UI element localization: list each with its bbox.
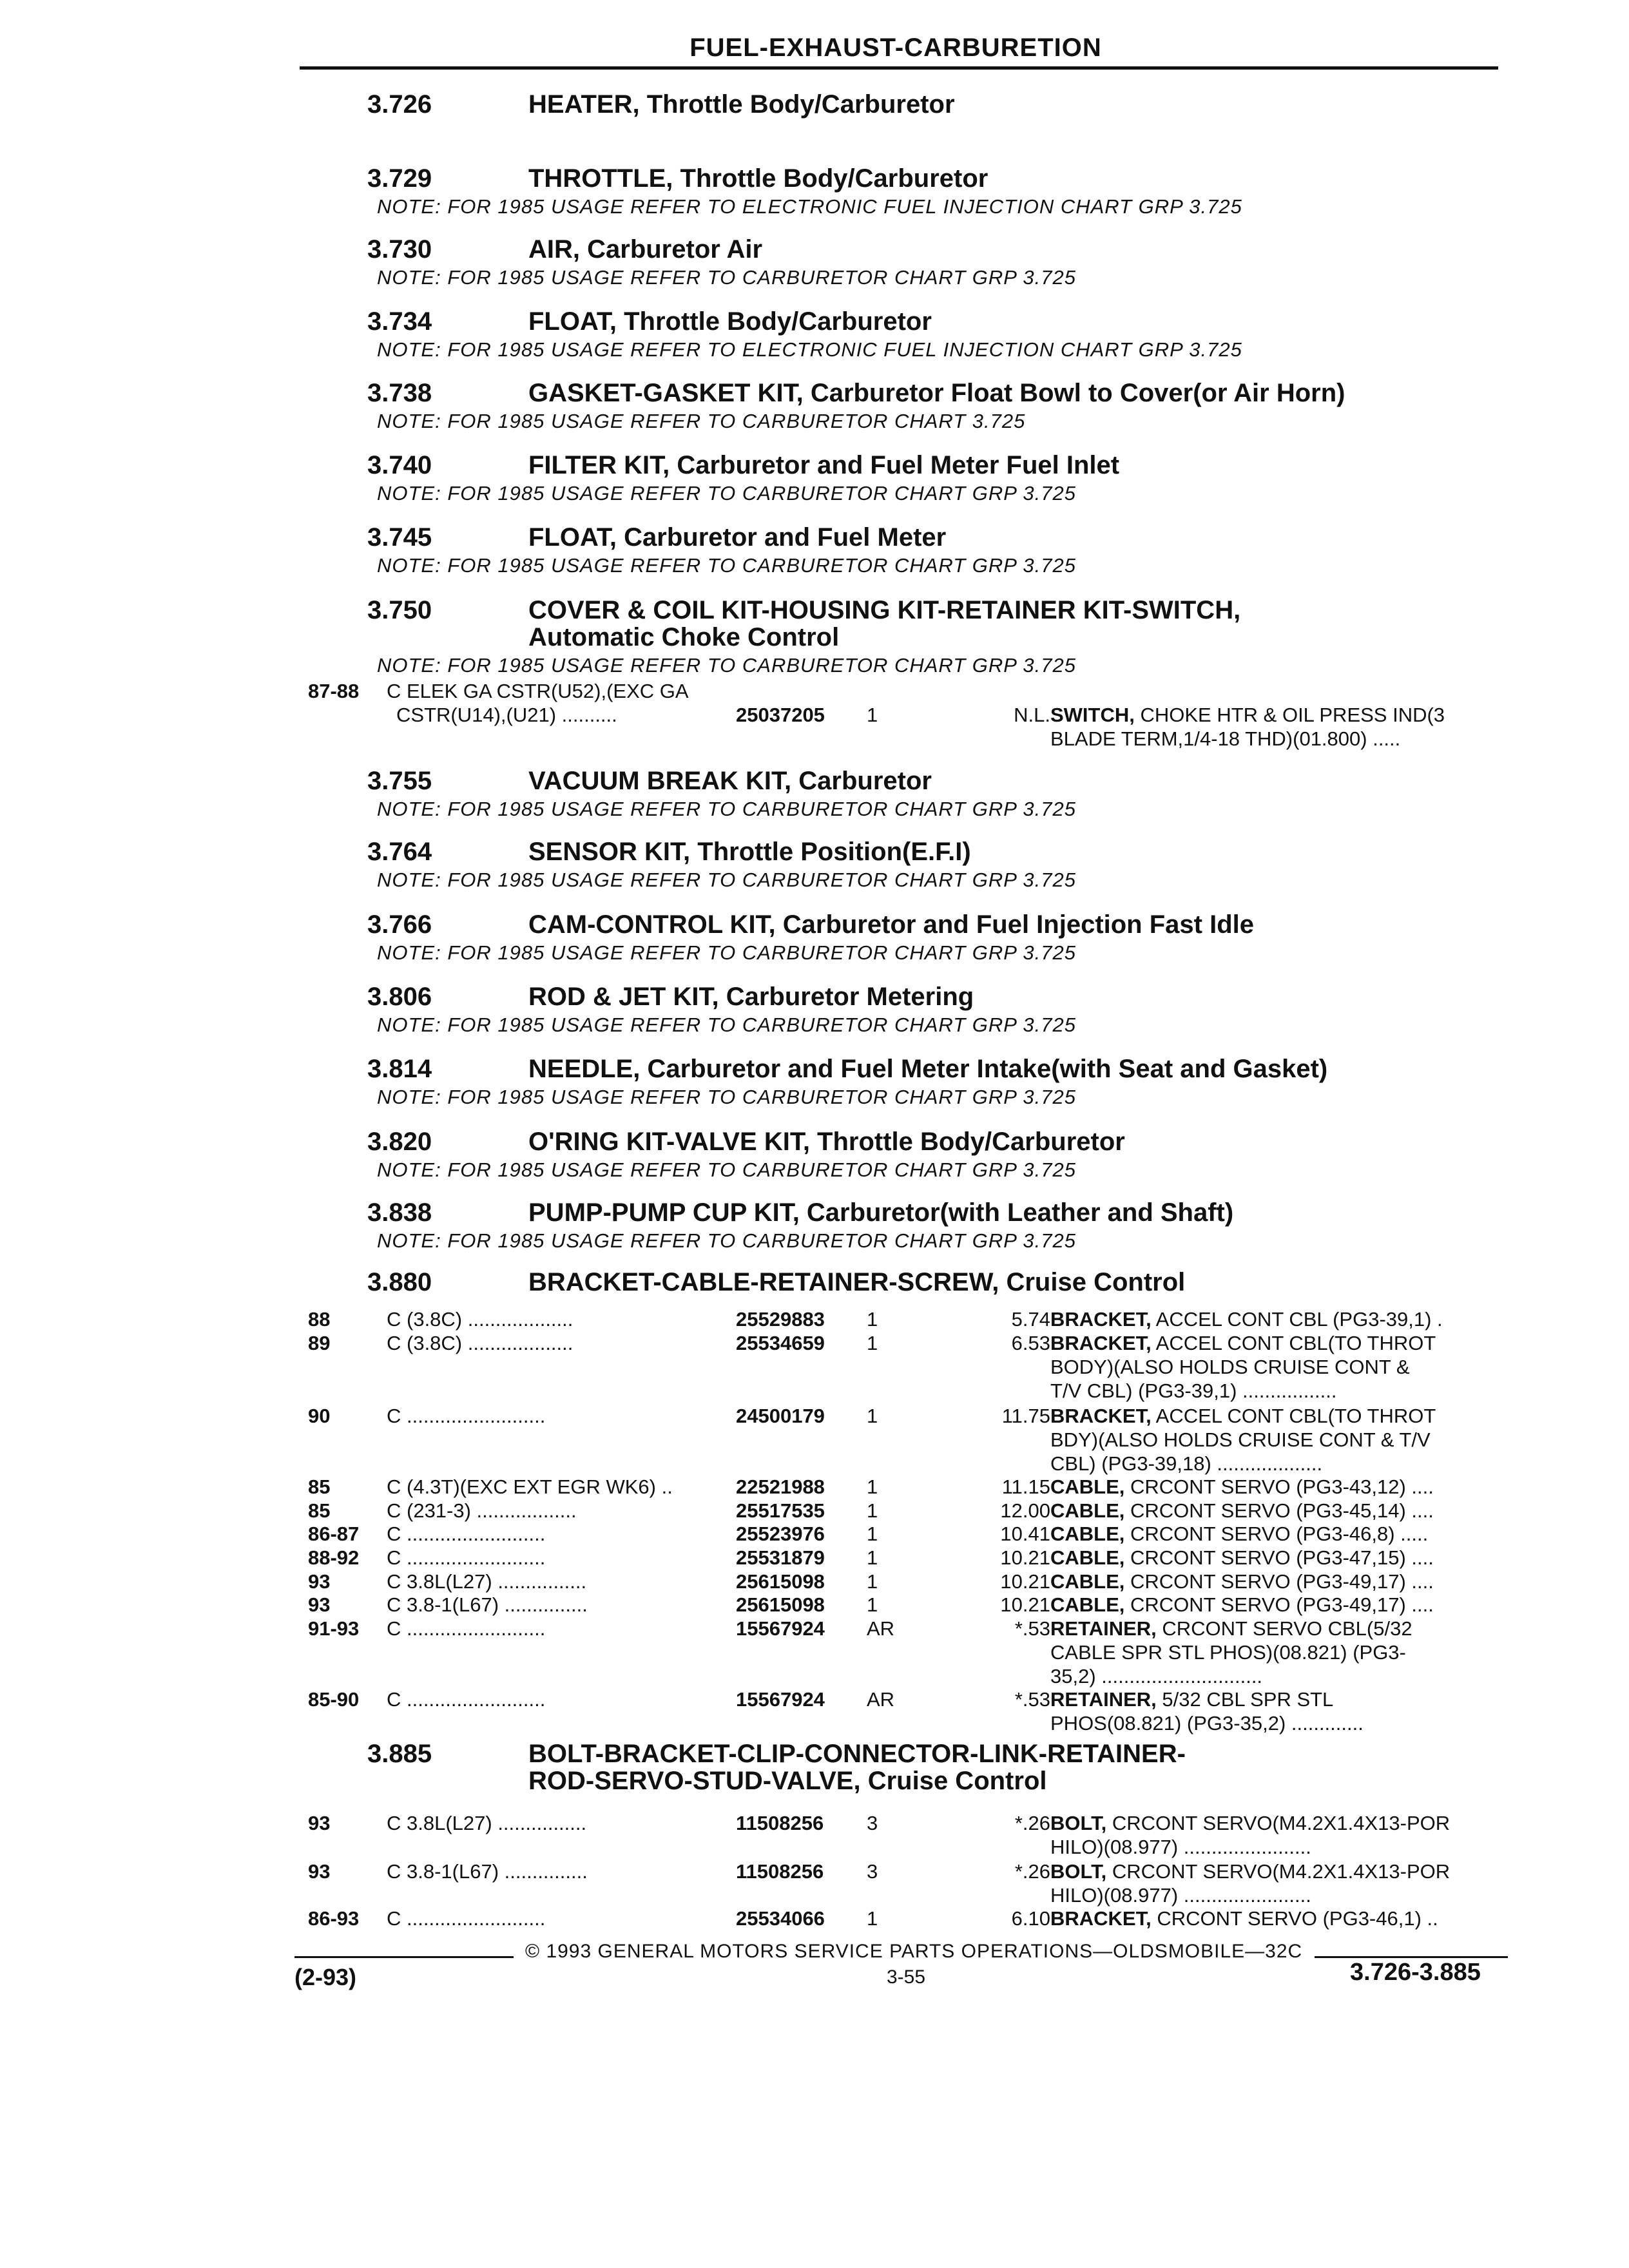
usage-note: NOTE: FOR 1985 USAGE REFER TO CARBURETOR CHART GRP 3.725 — [377, 654, 1076, 677]
usage-note: NOTE: FOR 1985 USAGE REFER TO CARBURETOR CHART GRP 3.725 — [377, 798, 1076, 820]
usage-code: C ......................... — [387, 1546, 546, 1569]
group-number: 3.740 — [367, 451, 432, 479]
part-description — [1050, 1812, 1450, 1835]
part-detail: CRCONT SERVO (PG3-43,12) .... — [1124, 1475, 1434, 1498]
list-price: 6.53 — [1011, 1332, 1050, 1354]
group-heading — [367, 307, 932, 336]
model-year: 90 — [308, 1405, 331, 1427]
list-price: 10.21 — [1000, 1593, 1050, 1616]
list-price: 12.00 — [1000, 1499, 1050, 1522]
usage-code: C (3.8C) ................... — [387, 1308, 574, 1331]
part-name: BRACKET, — [1050, 1907, 1152, 1930]
description-continued: BODY)(ALSO HOLDS CRUISE CONT & — [1050, 1356, 1410, 1378]
quantity: 1 — [867, 1308, 878, 1331]
part-description — [1050, 1617, 1412, 1640]
part-description — [1050, 1523, 1428, 1546]
group-heading — [367, 164, 988, 193]
list-price: *.26 — [1014, 1860, 1050, 1883]
part-detail: 5/32 CBL SPR STL — [1156, 1688, 1334, 1711]
model-year: 93 — [308, 1812, 331, 1834]
part-detail: CRCONT SERVO (PG3-47,15) .... — [1124, 1546, 1434, 1569]
usage-code-continued: CSTR(U14),(U21) .......... — [396, 704, 617, 726]
group-heading — [367, 1198, 1233, 1227]
part-name: CABLE, — [1050, 1499, 1125, 1522]
part-detail: CRCONT SERVO CBL(5/32 — [1156, 1617, 1412, 1640]
quantity: 1 — [867, 1405, 878, 1427]
model-year: 93 — [308, 1860, 331, 1883]
model-year: 93 — [308, 1570, 331, 1593]
quantity: 1 — [867, 1499, 878, 1522]
part-number: 24500179 — [736, 1405, 825, 1427]
part-description — [1050, 1860, 1450, 1883]
group-number: 3.729 — [367, 164, 432, 193]
usage-note: NOTE: FOR 1985 USAGE REFER TO CARBURETOR CHART GRP 3.725 — [377, 941, 1076, 964]
model-year: 93 — [308, 1593, 331, 1616]
part-number: 25523976 — [736, 1523, 825, 1545]
part-detail: CRCONT SERVO (PG3-45,14) .... — [1124, 1499, 1434, 1522]
group-number: 3.766 — [367, 910, 432, 939]
list-price: 10.41 — [1000, 1523, 1050, 1545]
part-detail: ACCEL CONT CBL(TO THROT — [1151, 1405, 1436, 1427]
copyright: © 1993 GENERAL MOTORS SERVICE PARTS OPERATIONS—OLDSMOBILE—32C — [525, 1941, 1303, 1962]
usage-note: NOTE: FOR 1985 USAGE REFER TO ELECTRONIC FUEL INJECTION CHART GRP 3.725 — [377, 195, 1242, 218]
group-heading — [367, 767, 932, 796]
group-heading — [367, 1128, 1125, 1157]
quantity: 1 — [867, 1570, 878, 1593]
usage-note: NOTE: FOR 1985 USAGE REFER TO CARBURETOR CHART GRP 3.725 — [377, 554, 1076, 577]
description-continued: HILO)(08.977) ....................... — [1050, 1836, 1311, 1858]
part-detail: CRCONT SERVO(M4.2X1.4X13-POR — [1106, 1860, 1451, 1883]
group-title-continued: ROD-SERVO-STUD-VALVE, Cruise Control — [528, 1767, 1047, 1795]
part-name: RETAINER, — [1050, 1688, 1157, 1711]
model-year: 88-92 — [308, 1546, 360, 1569]
model-year: 86-87 — [308, 1523, 360, 1545]
group-title: SENSOR KIT, Throttle Position(E.F.I) — [528, 838, 971, 866]
group-title: THROTTLE, Throttle Body/Carburetor — [528, 164, 988, 193]
group-title: FLOAT, Carburetor and Fuel Meter — [528, 523, 947, 552]
group-number: 3.734 — [367, 307, 432, 336]
model-year: 85-90 — [308, 1688, 360, 1711]
usage-note: NOTE: FOR 1985 USAGE REFER TO CARBURETOR CHART 3.725 — [377, 410, 1026, 432]
model-year: 85 — [308, 1499, 331, 1522]
footer-rule-left — [294, 1956, 514, 1958]
usage-note: NOTE: FOR 1985 USAGE REFER TO CARBURETOR CHART GRP 3.725 — [377, 1014, 1076, 1036]
usage-note: NOTE: FOR 1985 USAGE REFER TO CARBURETOR CHART GRP 3.725 — [377, 1086, 1076, 1108]
quantity: 3 — [867, 1812, 878, 1834]
part-description — [1050, 704, 1445, 727]
description-continued: PHOS(08.821) (PG3-35,2) ............. — [1050, 1712, 1364, 1735]
quantity: 3 — [867, 1860, 878, 1883]
part-number: 25531879 — [736, 1546, 825, 1569]
part-name: RETAINER, — [1050, 1617, 1157, 1640]
group-number: 3.738 — [367, 379, 432, 407]
group-title: BRACKET-CABLE-RETAINER-SCREW, Cruise Control — [528, 1268, 1186, 1296]
model-year: 89 — [308, 1332, 331, 1354]
part-number: 25534066 — [736, 1907, 825, 1930]
usage-code: C 3.8L(L27) ................ — [387, 1570, 587, 1593]
part-name: CABLE, — [1050, 1570, 1125, 1593]
part-name: BRACKET, — [1050, 1405, 1152, 1427]
part-name: CABLE, — [1050, 1593, 1125, 1616]
group-heading — [367, 235, 762, 264]
part-detail: CRCONT SERVO (PG3-49,17) .... — [1124, 1593, 1434, 1616]
group-number: 3.820 — [367, 1128, 432, 1156]
quantity: 1 — [867, 1546, 878, 1569]
group-heading — [367, 90, 955, 119]
part-detail: CRCONT SERVO (PG3-46,8) ..... — [1124, 1523, 1429, 1545]
usage-code: C (4.3T)(EXC EXT EGR WK6) .. — [387, 1475, 673, 1498]
part-description — [1050, 1475, 1434, 1499]
group-title: VACUUM BREAK KIT, Carburetor — [528, 767, 932, 795]
group-heading — [367, 379, 1345, 408]
description-continued: CBL) (PG3-39,18) ................... — [1050, 1452, 1323, 1475]
usage-code: C (231-3) .................. — [387, 1499, 577, 1522]
group-number: 3.880 — [367, 1268, 432, 1296]
group-title: O'RING KIT-VALVE KIT, Throttle Body/Carburetor — [528, 1128, 1125, 1156]
part-detail: CRCONT SERVO(M4.2X1.4X13-POR — [1106, 1812, 1451, 1834]
part-number: 11508256 — [736, 1812, 824, 1834]
group-title: NEEDLE, Carburetor and Fuel Meter Intake(with Seat and Gasket) — [528, 1055, 1328, 1083]
group-number: 3.755 — [367, 767, 432, 795]
part-description — [1050, 1308, 1443, 1331]
model-year: 88 — [308, 1308, 331, 1331]
group-title: CAM-CONTROL KIT, Carburetor and Fuel Injection Fast Idle — [528, 910, 1254, 939]
part-description — [1050, 1405, 1436, 1428]
part-detail: CRCONT SERVO (PG3-49,17) .... — [1124, 1570, 1434, 1593]
usage-note: NOTE: FOR 1985 USAGE REFER TO CARBURETOR CHART GRP 3.725 — [377, 1229, 1076, 1252]
usage-note: NOTE: FOR 1985 USAGE REFER TO ELECTRONIC FUEL INJECTION CHART GRP 3.725 — [377, 338, 1242, 361]
part-number: 25615098 — [736, 1570, 825, 1593]
usage-note: NOTE: FOR 1985 USAGE REFER TO CARBURETOR CHART GRP 3.725 — [377, 869, 1076, 891]
list-price: 10.21 — [1000, 1570, 1050, 1593]
usage-note: NOTE: FOR 1985 USAGE REFER TO CARBURETOR CHART GRP 3.725 — [377, 482, 1076, 505]
group-number: 3.806 — [367, 983, 432, 1011]
part-name: CABLE, — [1050, 1523, 1125, 1545]
part-name: CABLE, — [1050, 1546, 1125, 1569]
group-heading — [367, 1055, 1327, 1084]
group-number: 3.885 — [367, 1740, 432, 1768]
group-title: HEATER, Throttle Body/Carburetor — [528, 90, 955, 119]
part-number: 25534659 — [736, 1332, 825, 1354]
part-number: 11508256 — [736, 1860, 824, 1883]
group-heading — [367, 596, 1241, 651]
list-price: 11.75 — [1001, 1405, 1050, 1427]
group-title: BOLT-BRACKET-CLIP-CONNECTOR-LINK-RETAINER- — [528, 1740, 1186, 1768]
model-year: 87-88 — [308, 680, 360, 702]
quantity: 1 — [867, 1475, 878, 1498]
group-heading — [367, 910, 1254, 939]
group-title: COVER & COIL KIT-HOUSING KIT-RETAINER KIT-SWITCH, — [528, 596, 1241, 624]
quantity: AR — [867, 1617, 895, 1640]
list-price: N.L. — [1014, 704, 1050, 726]
usage-note: NOTE: FOR 1985 USAGE REFER TO CARBURETOR CHART GRP 3.725 — [377, 266, 1076, 289]
part-number: 25037205 — [736, 704, 825, 726]
list-price: 11.15 — [1001, 1475, 1050, 1498]
description-continued: 35,2) ............................. — [1050, 1665, 1263, 1687]
group-number: 3.726 — [367, 90, 432, 119]
quantity: 1 — [867, 1907, 878, 1930]
usage-code: C ......................... — [387, 1405, 546, 1427]
header-rule — [300, 66, 1498, 70]
group-number: 3.745 — [367, 523, 432, 552]
usage-code: C 3.8L(L27) ................ — [387, 1812, 587, 1834]
usage-code: C (3.8C) ................... — [387, 1332, 574, 1354]
usage-code: C ELEK GA CSTR(U52),(EXC GA — [387, 680, 689, 702]
list-price: 5.74 — [1011, 1308, 1050, 1331]
part-name: BRACKET, — [1050, 1332, 1152, 1354]
part-number: 25517535 — [736, 1499, 825, 1522]
part-number: 22521988 — [736, 1475, 825, 1498]
part-name: SWITCH, — [1050, 704, 1135, 726]
group-title-continued: Automatic Choke Control — [528, 623, 840, 651]
model-year: 91-93 — [308, 1617, 360, 1640]
list-price: *.26 — [1014, 1812, 1050, 1834]
quantity: AR — [867, 1688, 895, 1711]
part-description — [1050, 1907, 1438, 1930]
usage-code: C ......................... — [387, 1688, 546, 1711]
section-title: FUEL-EXHAUST-CARBURETION — [689, 34, 1102, 62]
group-number: 3.838 — [367, 1198, 432, 1227]
quantity: 1 — [867, 704, 878, 726]
part-name: BOLT, — [1050, 1812, 1107, 1834]
group-title: PUMP-PUMP CUP KIT, Carburetor(with Leather and Shaft) — [528, 1198, 1234, 1227]
group-number: 3.764 — [367, 838, 432, 866]
part-description — [1050, 1546, 1434, 1570]
group-range: 3.726-3.885 — [1350, 1959, 1481, 1986]
description-continued: T/V CBL) (PG3-39,1) ................. — [1050, 1379, 1337, 1402]
quantity: 1 — [867, 1523, 878, 1545]
group-title: FILTER KIT, Carburetor and Fuel Meter Fuel Inlet — [528, 451, 1120, 479]
description-continued: CABLE SPR STL PHOS)(08.821) (PG3- — [1050, 1641, 1406, 1664]
usage-code: C 3.8-1(L67) ............... — [387, 1860, 588, 1883]
model-year: 86-93 — [308, 1907, 360, 1930]
group-heading — [367, 523, 946, 552]
usage-code: C ......................... — [387, 1523, 546, 1545]
quantity: 1 — [867, 1593, 878, 1616]
part-description — [1050, 1499, 1434, 1523]
group-heading — [367, 1740, 1186, 1795]
list-price: *.53 — [1014, 1617, 1050, 1640]
quantity: 1 — [867, 1332, 878, 1354]
list-price: *.53 — [1014, 1688, 1050, 1711]
group-title: AIR, Carburetor Air — [528, 235, 763, 264]
group-number: 3.814 — [367, 1055, 432, 1083]
group-title: GASKET-GASKET KIT, Carburetor Float Bowl to Cover(or Air Horn) — [528, 379, 1345, 407]
revision-date: (2-93) — [294, 1964, 357, 1990]
group-title: FLOAT, Throttle Body/Carburetor — [528, 307, 932, 336]
usage-code: C 3.8-1(L67) ............... — [387, 1593, 588, 1616]
part-description — [1050, 1570, 1434, 1593]
list-price: 6.10 — [1011, 1907, 1050, 1930]
group-heading — [367, 838, 971, 867]
usage-note: NOTE: FOR 1985 USAGE REFER TO CARBURETOR CHART GRP 3.725 — [377, 1158, 1076, 1181]
part-detail: CRCONT SERVO (PG3-46,1) .. — [1151, 1907, 1438, 1930]
group-number: 3.750 — [367, 596, 432, 624]
part-description — [1050, 1332, 1436, 1355]
usage-code: C ......................... — [387, 1907, 546, 1930]
part-description — [1050, 1593, 1434, 1617]
part-description — [1050, 1688, 1333, 1711]
page-number: 3-55 — [887, 1966, 926, 1988]
group-heading — [367, 1268, 1185, 1297]
usage-code: C ......................... — [387, 1617, 546, 1640]
part-detail: CHOKE HTR & OIL PRESS IND(3 — [1134, 704, 1445, 726]
part-number: 15567924 — [736, 1617, 825, 1640]
model-year: 85 — [308, 1475, 331, 1498]
footer-rule-right — [1315, 1956, 1508, 1958]
group-title: ROD & JET KIT, Carburetor Metering — [528, 983, 974, 1011]
group-number: 3.730 — [367, 235, 432, 264]
description-continued: BLADE TERM,1/4-18 THD)(01.800) ..... — [1050, 727, 1401, 750]
part-number: 25529883 — [736, 1308, 825, 1331]
list-price: 10.21 — [1000, 1546, 1050, 1569]
part-name: BOLT, — [1050, 1860, 1107, 1883]
group-heading — [367, 983, 974, 1012]
part-name: BRACKET, — [1050, 1308, 1152, 1331]
group-heading — [367, 451, 1119, 480]
description-continued: BDY)(ALSO HOLDS CRUISE CONT & T/V — [1050, 1428, 1431, 1451]
part-number: 15567924 — [736, 1688, 825, 1711]
part-detail: ACCEL CONT CBL (PG3-39,1) . — [1151, 1308, 1443, 1331]
description-continued: HILO)(08.977) ....................... — [1050, 1884, 1311, 1907]
part-detail: ACCEL CONT CBL(TO THROT — [1151, 1332, 1436, 1354]
part-number: 25615098 — [736, 1593, 825, 1616]
part-name: CABLE, — [1050, 1475, 1125, 1498]
